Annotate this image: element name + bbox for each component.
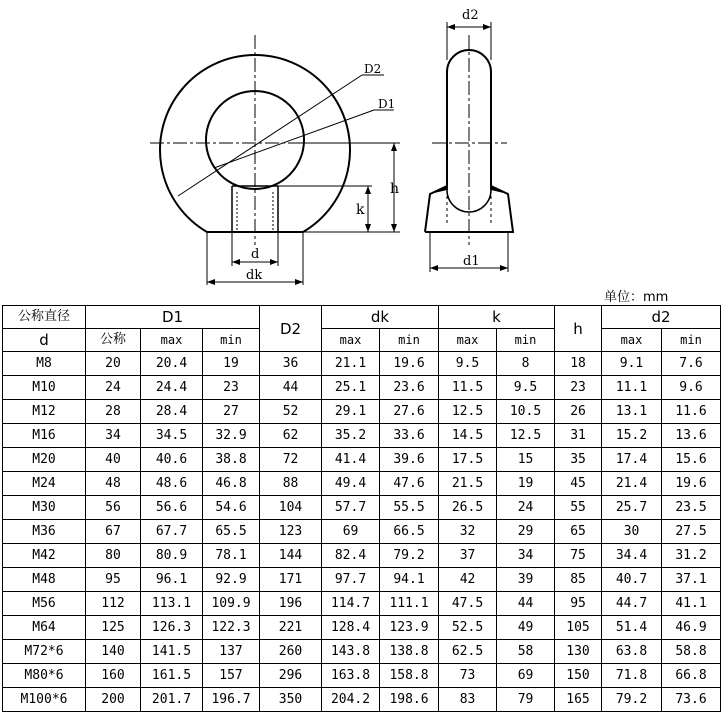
cell-dk-min: 158.8 bbox=[380, 664, 439, 688]
cell-D1-min: 92.9 bbox=[203, 568, 260, 592]
label-D1: D1 bbox=[378, 97, 396, 111]
cell-D1-max: 56.6 bbox=[141, 496, 203, 520]
cell-D1-max: 28.4 bbox=[141, 400, 203, 424]
cell-D2: 171 bbox=[260, 568, 322, 592]
cell-D1-nominal: 95 bbox=[86, 568, 141, 592]
cell-D2: 88 bbox=[260, 472, 322, 496]
cell-h: 35 bbox=[555, 448, 602, 472]
cell-D2: 52 bbox=[260, 400, 322, 424]
cell-d2-max: 15.2 bbox=[602, 424, 662, 448]
cell-d2-min: 7.6 bbox=[662, 352, 721, 376]
cell-size: M48 bbox=[3, 568, 86, 592]
cell-D1-nominal: 80 bbox=[86, 544, 141, 568]
cell-k-max: 32 bbox=[439, 520, 497, 544]
cell-size: M64 bbox=[3, 616, 86, 640]
header-k: k bbox=[439, 306, 555, 329]
label-d2: d2 bbox=[462, 8, 479, 23]
cell-dk-max: 41.4 bbox=[322, 448, 380, 472]
cell-h: 85 bbox=[555, 568, 602, 592]
cell-dk-min: 198.6 bbox=[380, 688, 439, 712]
cell-k-min: 9.5 bbox=[497, 376, 555, 400]
cell-d2-min: 9.6 bbox=[662, 376, 721, 400]
cell-h: 45 bbox=[555, 472, 602, 496]
cell-D2: 104 bbox=[260, 496, 322, 520]
cell-h: 31 bbox=[555, 424, 602, 448]
cell-k-max: 14.5 bbox=[439, 424, 497, 448]
header-D1-min: min bbox=[203, 329, 260, 352]
cell-D1-min: 32.9 bbox=[203, 424, 260, 448]
cell-dk-max: 49.4 bbox=[322, 472, 380, 496]
cell-k-max: 52.5 bbox=[439, 616, 497, 640]
table-row bbox=[3, 640, 721, 664]
cell-D1-nominal: 140 bbox=[86, 640, 141, 664]
cell-D1-nominal: 160 bbox=[86, 664, 141, 688]
cell-d2-min: 37.1 bbox=[662, 568, 721, 592]
header-dk-max: max bbox=[322, 329, 380, 352]
cell-D1-nominal: 40 bbox=[86, 448, 141, 472]
label-D2: D2 bbox=[364, 62, 382, 76]
cell-D1-max: 20.4 bbox=[141, 352, 203, 376]
cell-D2: 36 bbox=[260, 352, 322, 376]
cell-size: M16 bbox=[3, 424, 86, 448]
cell-k-min: 19 bbox=[497, 472, 555, 496]
spec-table bbox=[2, 305, 721, 712]
cell-D1-min: 19 bbox=[203, 352, 260, 376]
cell-dk-max: 143.8 bbox=[322, 640, 380, 664]
cell-h: 55 bbox=[555, 496, 602, 520]
cell-dk-min: 33.6 bbox=[380, 424, 439, 448]
cell-k-min: 15 bbox=[497, 448, 555, 472]
cell-d2-max: 25.7 bbox=[602, 496, 662, 520]
cell-h: 18 bbox=[555, 352, 602, 376]
cell-dk-min: 79.2 bbox=[380, 544, 439, 568]
cell-k-max: 62.5 bbox=[439, 640, 497, 664]
cell-D1-min: 23 bbox=[203, 376, 260, 400]
unit-label: 单位：mm bbox=[604, 290, 669, 305]
cell-D2: 260 bbox=[260, 640, 322, 664]
cell-dk-min: 123.9 bbox=[380, 616, 439, 640]
cell-h: 165 bbox=[555, 688, 602, 712]
cell-k-min: 69 bbox=[497, 664, 555, 688]
cell-d2-max: 9.1 bbox=[602, 352, 662, 376]
table-row bbox=[3, 352, 721, 376]
cell-k-min: 49 bbox=[497, 616, 555, 640]
header-D1-nominal: 公称 bbox=[86, 329, 141, 352]
cell-h: 130 bbox=[555, 640, 602, 664]
cell-size: M24 bbox=[3, 472, 86, 496]
cell-dk-max: 163.8 bbox=[322, 664, 380, 688]
cell-dk-max: 82.4 bbox=[322, 544, 380, 568]
cell-d2-max: 40.7 bbox=[602, 568, 662, 592]
header-d2-max: max bbox=[602, 329, 662, 352]
table-row bbox=[3, 448, 721, 472]
cell-D2: 296 bbox=[260, 664, 322, 688]
table-row bbox=[3, 544, 721, 568]
cell-size: M12 bbox=[3, 400, 86, 424]
cell-size: M42 bbox=[3, 544, 86, 568]
eye-nut-drawing bbox=[0, 0, 722, 300]
cell-dk-min: 39.6 bbox=[380, 448, 439, 472]
cell-k-min: 10.5 bbox=[497, 400, 555, 424]
cell-D1-max: 48.6 bbox=[141, 472, 203, 496]
cell-D1-min: 122.3 bbox=[203, 616, 260, 640]
header-d2: d2 bbox=[602, 306, 721, 329]
cell-d2-min: 66.8 bbox=[662, 664, 721, 688]
table-row bbox=[3, 616, 721, 640]
cell-dk-max: 204.2 bbox=[322, 688, 380, 712]
cell-dk-max: 35.2 bbox=[322, 424, 380, 448]
cell-D1-max: 161.5 bbox=[141, 664, 203, 688]
cell-h: 26 bbox=[555, 400, 602, 424]
cell-k-max: 37 bbox=[439, 544, 497, 568]
cell-k-min: 39 bbox=[497, 568, 555, 592]
header-h: h bbox=[555, 306, 602, 352]
cell-d2-min: 73.6 bbox=[662, 688, 721, 712]
cell-size: M36 bbox=[3, 520, 86, 544]
cell-size: M10 bbox=[3, 376, 86, 400]
cell-size: M72*6 bbox=[3, 640, 86, 664]
cell-D1-nominal: 24 bbox=[86, 376, 141, 400]
cell-k-max: 47.5 bbox=[439, 592, 497, 616]
cell-D2: 144 bbox=[260, 544, 322, 568]
cell-dk-max: 114.7 bbox=[322, 592, 380, 616]
cell-size: M80*6 bbox=[3, 664, 86, 688]
cell-dk-max: 57.7 bbox=[322, 496, 380, 520]
cell-size: M56 bbox=[3, 592, 86, 616]
table-row bbox=[3, 400, 721, 424]
cell-k-max: 11.5 bbox=[439, 376, 497, 400]
cell-D2: 196 bbox=[260, 592, 322, 616]
cell-h: 150 bbox=[555, 664, 602, 688]
cell-D1-min: 78.1 bbox=[203, 544, 260, 568]
table-row bbox=[3, 520, 721, 544]
cell-k-min: 8 bbox=[497, 352, 555, 376]
cell-d2-max: 21.4 bbox=[602, 472, 662, 496]
cell-k-max: 73 bbox=[439, 664, 497, 688]
cell-D1-min: 109.9 bbox=[203, 592, 260, 616]
cell-dk-max: 21.1 bbox=[322, 352, 380, 376]
header-row-1 bbox=[3, 306, 721, 329]
header-d2-min: min bbox=[662, 329, 721, 352]
cell-dk-max: 128.4 bbox=[322, 616, 380, 640]
cell-D1-max: 126.3 bbox=[141, 616, 203, 640]
cell-dk-min: 66.5 bbox=[380, 520, 439, 544]
cell-D1-nominal: 28 bbox=[86, 400, 141, 424]
cell-D1-nominal: 48 bbox=[86, 472, 141, 496]
cell-h: 105 bbox=[555, 616, 602, 640]
cell-dk-min: 55.5 bbox=[380, 496, 439, 520]
cell-D1-max: 34.5 bbox=[141, 424, 203, 448]
header-row-2 bbox=[3, 329, 721, 352]
cell-dk-min: 27.6 bbox=[380, 400, 439, 424]
cell-D1-nominal: 20 bbox=[86, 352, 141, 376]
label-dk: dk bbox=[246, 268, 263, 283]
table-row bbox=[3, 376, 721, 400]
cell-size: M20 bbox=[3, 448, 86, 472]
header-D2: D2 bbox=[260, 306, 322, 352]
cell-D1-nominal: 112 bbox=[86, 592, 141, 616]
cell-D1-max: 201.7 bbox=[141, 688, 203, 712]
cell-h: 75 bbox=[555, 544, 602, 568]
cell-D1-min: 65.5 bbox=[203, 520, 260, 544]
cell-d2-max: 71.8 bbox=[602, 664, 662, 688]
cell-dk-max: 29.1 bbox=[322, 400, 380, 424]
cell-D1-nominal: 34 bbox=[86, 424, 141, 448]
cell-k-max: 83 bbox=[439, 688, 497, 712]
cell-k-min: 29 bbox=[497, 520, 555, 544]
cell-k-min: 44 bbox=[497, 592, 555, 616]
cell-d2-min: 13.6 bbox=[662, 424, 721, 448]
header-nominal: 公称直径 bbox=[3, 306, 86, 329]
cell-k-max: 21.5 bbox=[439, 472, 497, 496]
header-D1-max: max bbox=[141, 329, 203, 352]
cell-d2-max: 13.1 bbox=[602, 400, 662, 424]
cell-D1-nominal: 67 bbox=[86, 520, 141, 544]
table-row bbox=[3, 472, 721, 496]
cell-d2-max: 11.1 bbox=[602, 376, 662, 400]
cell-D1-nominal: 200 bbox=[86, 688, 141, 712]
cell-D1-min: 196.7 bbox=[203, 688, 260, 712]
cell-d2-max: 51.4 bbox=[602, 616, 662, 640]
cell-k-max: 9.5 bbox=[439, 352, 497, 376]
table-row bbox=[3, 568, 721, 592]
cell-dk-min: 19.6 bbox=[380, 352, 439, 376]
cell-size: M30 bbox=[3, 496, 86, 520]
cell-D1-max: 141.5 bbox=[141, 640, 203, 664]
cell-D2: 123 bbox=[260, 520, 322, 544]
table-row bbox=[3, 592, 721, 616]
cell-k-min: 34 bbox=[497, 544, 555, 568]
cell-d2-min: 15.6 bbox=[662, 448, 721, 472]
cell-k-max: 17.5 bbox=[439, 448, 497, 472]
cell-D1-max: 113.1 bbox=[141, 592, 203, 616]
cell-D1-max: 67.7 bbox=[141, 520, 203, 544]
cell-D2: 221 bbox=[260, 616, 322, 640]
cell-D1-nominal: 56 bbox=[86, 496, 141, 520]
cell-D1-min: 27 bbox=[203, 400, 260, 424]
cell-d2-min: 23.5 bbox=[662, 496, 721, 520]
cell-h: 23 bbox=[555, 376, 602, 400]
cell-d2-min: 11.6 bbox=[662, 400, 721, 424]
cell-D1-nominal: 125 bbox=[86, 616, 141, 640]
cell-dk-min: 138.8 bbox=[380, 640, 439, 664]
cell-d2-min: 31.2 bbox=[662, 544, 721, 568]
cell-D2: 350 bbox=[260, 688, 322, 712]
cell-d2-min: 19.6 bbox=[662, 472, 721, 496]
cell-D1-min: 137 bbox=[203, 640, 260, 664]
cell-D1-max: 96.1 bbox=[141, 568, 203, 592]
cell-d2-max: 30 bbox=[602, 520, 662, 544]
cell-d2-min: 46.9 bbox=[662, 616, 721, 640]
cell-d2-max: 17.4 bbox=[602, 448, 662, 472]
cell-dk-min: 47.6 bbox=[380, 472, 439, 496]
cell-k-min: 58 bbox=[497, 640, 555, 664]
cell-dk-min: 23.6 bbox=[380, 376, 439, 400]
cell-d2-max: 79.2 bbox=[602, 688, 662, 712]
table-row bbox=[3, 496, 721, 520]
cell-k-max: 42 bbox=[439, 568, 497, 592]
cell-k-min: 12.5 bbox=[497, 424, 555, 448]
header-d: d bbox=[3, 329, 86, 352]
cell-D1-min: 54.6 bbox=[203, 496, 260, 520]
cell-D2: 72 bbox=[260, 448, 322, 472]
cell-d2-min: 41.1 bbox=[662, 592, 721, 616]
cell-dk-max: 97.7 bbox=[322, 568, 380, 592]
cell-D1-min: 38.8 bbox=[203, 448, 260, 472]
header-k-min: min bbox=[497, 329, 555, 352]
spec-table-body bbox=[3, 352, 721, 712]
header-D1: D1 bbox=[86, 306, 260, 329]
cell-d2-min: 58.8 bbox=[662, 640, 721, 664]
cell-size: M100*6 bbox=[3, 688, 86, 712]
cell-d2-max: 34.4 bbox=[602, 544, 662, 568]
label-h: h bbox=[390, 181, 400, 197]
header-dk: dk bbox=[322, 306, 439, 329]
cell-dk-max: 69 bbox=[322, 520, 380, 544]
cell-d2-min: 27.5 bbox=[662, 520, 721, 544]
header-k-max: max bbox=[439, 329, 497, 352]
cell-k-min: 24 bbox=[497, 496, 555, 520]
cell-D1-max: 80.9 bbox=[141, 544, 203, 568]
cell-k-min: 79 bbox=[497, 688, 555, 712]
cell-d2-max: 63.8 bbox=[602, 640, 662, 664]
table-row bbox=[3, 664, 721, 688]
table-row bbox=[3, 688, 721, 712]
cell-d2-max: 44.7 bbox=[602, 592, 662, 616]
cell-k-max: 12.5 bbox=[439, 400, 497, 424]
cell-D1-max: 40.6 bbox=[141, 448, 203, 472]
label-d: d bbox=[251, 247, 260, 262]
cell-D1-max: 24.4 bbox=[141, 376, 203, 400]
cell-dk-max: 25.1 bbox=[322, 376, 380, 400]
label-d1: d1 bbox=[463, 254, 480, 269]
cell-D1-min: 157 bbox=[203, 664, 260, 688]
cell-D1-min: 46.8 bbox=[203, 472, 260, 496]
cell-D2: 44 bbox=[260, 376, 322, 400]
cell-dk-min: 94.1 bbox=[380, 568, 439, 592]
table-row bbox=[3, 424, 721, 448]
label-k: k bbox=[356, 202, 365, 218]
cell-size: M8 bbox=[3, 352, 86, 376]
cell-D2: 62 bbox=[260, 424, 322, 448]
header-dk-min: min bbox=[380, 329, 439, 352]
cell-h: 95 bbox=[555, 592, 602, 616]
cell-h: 65 bbox=[555, 520, 602, 544]
cell-k-max: 26.5 bbox=[439, 496, 497, 520]
cell-dk-min: 111.1 bbox=[380, 592, 439, 616]
